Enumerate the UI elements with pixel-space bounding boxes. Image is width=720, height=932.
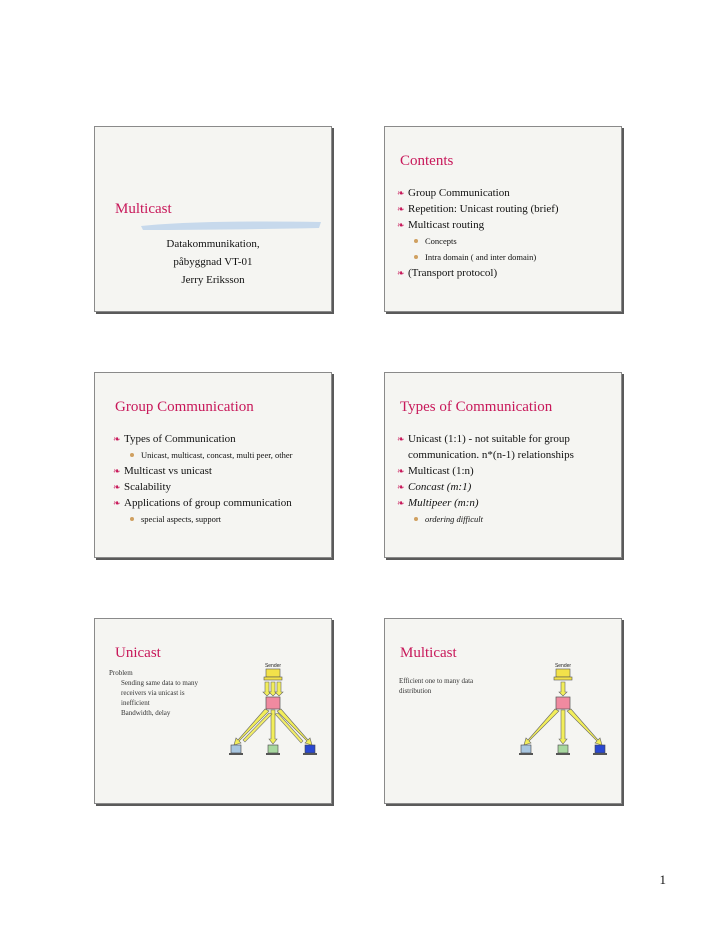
slide-title: Multicast: [400, 645, 457, 661]
sub-bullet-dot-icon: [414, 255, 418, 259]
author-line: Jerry Eriksson: [181, 274, 245, 286]
slide-title: Types of Communication: [400, 399, 553, 415]
bullet-text: (Transport protocol): [408, 267, 498, 279]
slide-1: [94, 126, 332, 312]
bullet-item: [397, 479, 611, 495]
bullet-marker-icon: ❧: [113, 498, 121, 508]
bullet-list: [397, 185, 611, 281]
sub-bullet-dot-icon: [130, 517, 134, 521]
bullet-text: Multipeer (m:n): [408, 497, 479, 509]
term-line: påbyggnad VT-01: [173, 256, 253, 268]
slide-body-text: [399, 676, 473, 696]
sender-label: Sender: [264, 663, 282, 669]
arrow-icon: [234, 709, 312, 745]
problem-line: Sending same data to many: [121, 679, 198, 687]
arrow-icon: [559, 682, 567, 696]
bullet-marker-icon: ❧: [397, 466, 405, 476]
body-line: Efficient one to many data: [399, 677, 474, 685]
bullet-text: Group Communication: [408, 187, 510, 199]
sub-bullet-dot-icon: [414, 517, 418, 521]
router-icon: [556, 697, 570, 709]
bullet-marker-icon: ❧: [397, 482, 405, 492]
slide-2: [384, 126, 622, 312]
bullet-item: [397, 217, 611, 233]
slide-title: Contents: [400, 153, 454, 169]
router-icon: [266, 697, 280, 709]
problem-line: inefficient: [121, 699, 150, 707]
slide-6: [384, 618, 622, 804]
receiver-pc-icon: [229, 745, 243, 755]
receiver-pc-icon: [519, 745, 533, 755]
sub-bullet-item: [113, 511, 327, 527]
bullet-item: [397, 495, 611, 511]
bullet-text: Repetition: Unicast routing (brief): [408, 203, 559, 215]
sub-bullet-dot-icon: [130, 453, 134, 457]
bullet-item: [113, 463, 327, 479]
bullet-marker-icon: ❧: [397, 268, 405, 278]
bullet-item: [397, 447, 611, 463]
bullet-item: [397, 265, 611, 281]
course-line: Datakommunikation,: [166, 238, 260, 250]
bullet-text: Scalability: [124, 481, 172, 493]
sub-bullet-item: [397, 233, 611, 249]
problem-line: receivers via unicast is: [121, 689, 185, 697]
bullet-marker-icon: ❧: [397, 204, 405, 214]
bullet-text: Intra domain ( and inter domain): [425, 252, 537, 262]
bullet-item: [397, 463, 611, 479]
sub-bullet-dot-icon: [414, 239, 418, 243]
bullet-marker-icon: ❧: [397, 434, 405, 444]
bullet-marker-icon: ❧: [397, 188, 405, 198]
slide-title: Unicast: [115, 645, 161, 661]
sender-icon: [556, 669, 570, 677]
bullet-item: [397, 201, 611, 217]
receiver-pc-icon: [303, 745, 317, 755]
arrow-icon: [524, 709, 602, 745]
page-number: 1: [659, 872, 666, 887]
sender-icon: [266, 669, 280, 677]
bullet-marker-icon: ❧: [113, 466, 121, 476]
slide-3: [94, 372, 332, 558]
bullet-item: [397, 185, 611, 201]
bullet-marker-icon: ❧: [113, 482, 121, 492]
bullet-list: [397, 431, 611, 527]
bullet-text: Unicast, multicast, concast, multi peer, other: [141, 450, 293, 460]
multicast-diagram: [505, 659, 621, 759]
bullet-text: special aspects, support: [141, 514, 222, 524]
bullet-text: Concast (m:1): [408, 481, 472, 493]
problem-line: Bandwidth, delay: [121, 709, 171, 717]
bullet-list: [113, 431, 327, 527]
arrow-icon: [263, 682, 283, 696]
bullet-text: Types of Communication: [124, 433, 236, 445]
bullet-text: Unicast (1:1) - not suitable for group: [408, 433, 570, 445]
bullet-item: [113, 431, 327, 447]
bullet-item: [397, 431, 611, 447]
body-line: distribution: [399, 687, 432, 695]
receiver-pc-icon: [593, 745, 607, 755]
unicast-diagram: [215, 659, 331, 759]
bullet-text: Applications of group communication: [124, 497, 292, 509]
sub-bullet-item: [113, 447, 327, 463]
bullet-text: Multicast (1:n): [408, 465, 474, 477]
bullet-text: Concepts: [425, 236, 457, 246]
title-underline-decoration: [139, 219, 323, 231]
sub-bullet-item: [397, 249, 611, 265]
bullet-text: communication. n*(n-1) relationships: [408, 449, 574, 461]
problem-heading: Problem: [109, 669, 133, 677]
bullet-item: [113, 479, 327, 495]
sender-label: Sender: [554, 663, 572, 669]
slide-title: Group Communication: [115, 399, 254, 415]
slide-body-text: [109, 668, 198, 718]
bullet-item: [113, 495, 327, 511]
bullet-marker-icon: ❧: [113, 434, 121, 444]
sub-bullet-item: [397, 511, 611, 527]
slide-5: [94, 618, 332, 804]
bullet-marker-icon: ❧: [397, 220, 405, 230]
bullet-text: Multicast vs unicast: [124, 465, 212, 477]
slide-title: Multicast: [115, 201, 172, 217]
author-info: [95, 235, 331, 289]
bullet-marker-icon: ❧: [397, 498, 405, 508]
bullet-text: Multicast routing: [408, 219, 485, 231]
slide-4: [384, 372, 622, 558]
receiver-pc-icon: [266, 745, 280, 755]
bullet-text: ordering difficult: [425, 514, 484, 524]
receiver-pc-icon: [556, 745, 570, 755]
